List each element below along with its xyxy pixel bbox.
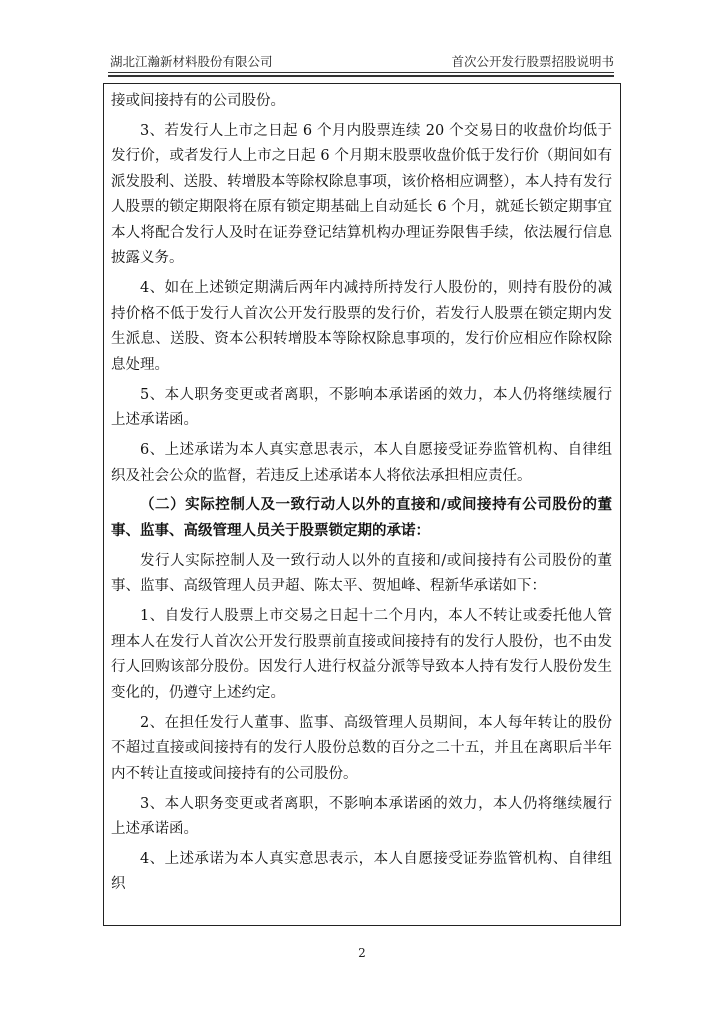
header-company-name: 湖北江瀚新材料股份有限公司	[110, 54, 273, 69]
body-text	[104, 84, 620, 898]
page-number: 2	[358, 946, 366, 960]
header-rule-thin	[108, 72, 614, 73]
page-header	[108, 52, 614, 74]
paragraph-item-6: 6、上述承诺为本人真实意思表示，本人自愿接受证券监管机构、自律组织及社会公众的监督，若违反上述承诺本人将依法承担相应责任。	[111, 442, 612, 484]
content-table-cell	[103, 83, 621, 926]
paragraph-intro: 发行人实际控制人及一致行动人以外的直接和/或间接持有公司股份的董事、监事、高级管理人员尹超、陈太平、贺旭峰、程新华承诺如下：	[111, 552, 612, 595]
header-document-title: 首次公开发行股票招股说明书	[451, 54, 614, 69]
paragraph-commitment-4: 4、上述承诺为本人真实意思表示，本人自愿接受证券监管机构、自律组织	[111, 850, 612, 893]
paragraph-commitment-2: 2、在担任发行人董事、监事、高级管理人员期间，本人每年转让的股份不超过直接或间接持有的发行人股份总数的百分之二十五，并且在离职后半年内不转让直接或间接持有的公司股份。	[111, 714, 612, 782]
section-heading: （二）实际控制人及一致行动人以外的直接和/或间接持有公司股份的董事、监事、高级管理人员关于股票锁定期的承诺：	[111, 497, 612, 539]
paragraph-commitment-3: 3、本人职务变更或者离职，不影响本承诺函的效力，本人仍将继续履行上述承诺函。	[111, 795, 612, 838]
paragraph-item-5: 5、本人职务变更或者离职，不影响本承诺函的效力，本人仍将继续履行上述承诺函。	[111, 386, 612, 429]
paragraph-item-3: 3、若发行人上市之日起 6 个月内股票连续 20 个交易日的收盘价均低于发行价，或者发行人上市之日起 6 个月期末股票收盘价低于发行价（期间如有派发股利、送股、转增股本等除权除息事项，该价格相应调整），本人持有发行人股票的锁定期限将在原有锁定期基础上自动延长 6 个月，就延长锁定期事宜本人将配合发行人及时在证券登记结算机构办理证券限售手续，依法履行信息披露义务。	[111, 122, 612, 267]
header-rule-thick	[108, 75, 614, 77]
paragraph-continuation: 接或间接持有的公司股份。	[111, 93, 285, 109]
paragraph-commitment-1: 1、自发行人股票上市交易之日起十二个月内，本人不转让或委托他人管理本人在发行人首次公开发行股票前直接或间接持有的发行人股份，也不由发行人回购该部分股份。因发行人进行权益分派等导致本人持有发行人股份发生变化的，仍遵守上述约定。	[111, 608, 612, 701]
paragraph-item-4: 4、如在上述锁定期满后两年内减持所持发行人股份的，则持有股份的减持价格不低于发行人首次公开发行股票的发行价，若发行人股票在锁定期内发生派息、送股、资本公积转增股本等除权除息事项的，发行价应相应作除权除息处理。	[111, 280, 612, 373]
